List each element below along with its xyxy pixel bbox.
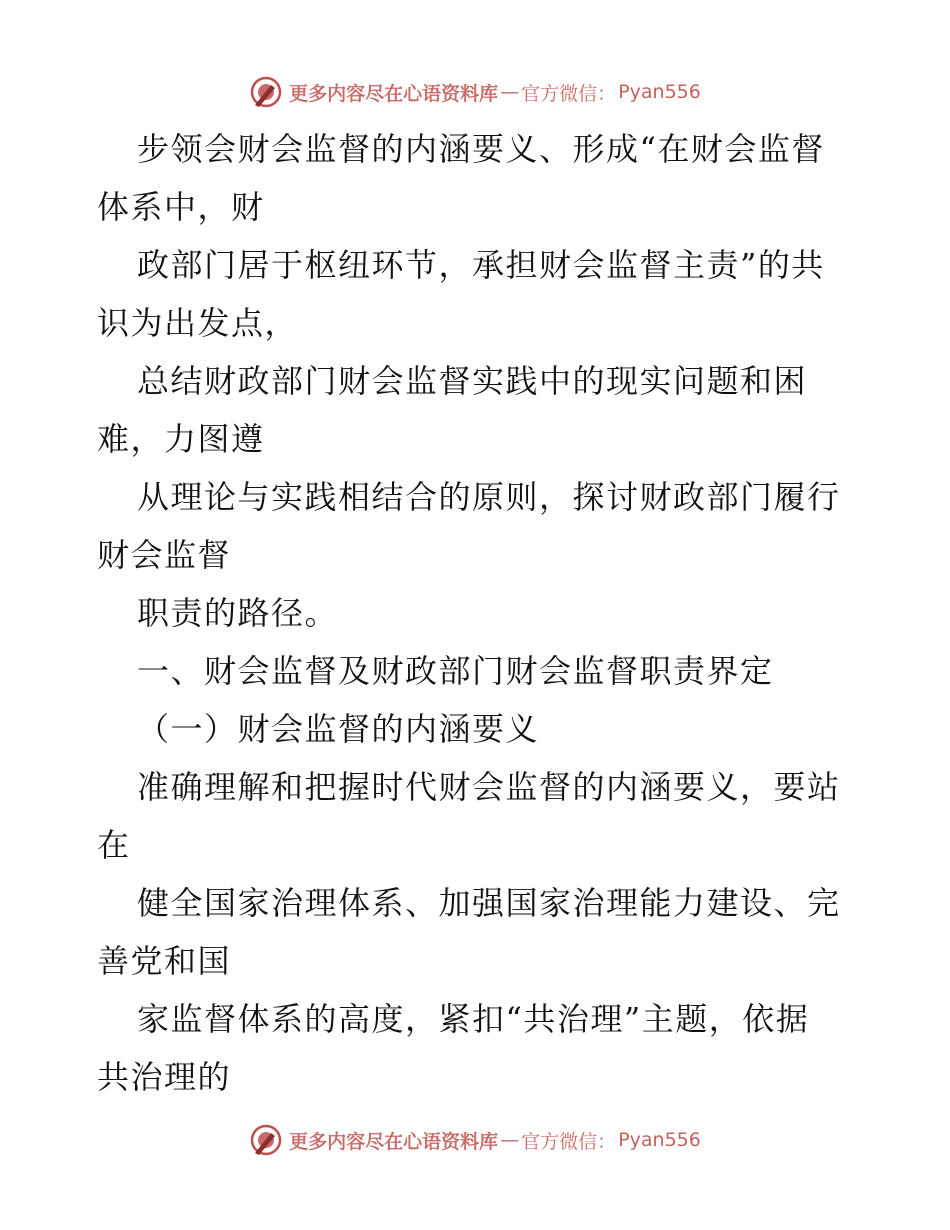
header-separator: —: [500, 81, 520, 103]
footer-separator: —: [500, 1129, 520, 1151]
text-line: 家监督体系的高度，紧扣“共治理”主题，依据: [137, 1000, 810, 1038]
text-line: 步领会财会监督的内涵要义、形成“在财会监督: [137, 130, 825, 168]
footer-wechat-id: Pyan556: [618, 1129, 701, 1151]
text-line: 健全国家治理体系、加强国家治理能力建设、完: [137, 884, 841, 922]
pen-logo-icon: [249, 75, 283, 109]
footer-watermark-banner: [0, 1120, 950, 1160]
text-line: 职责的路径。: [137, 594, 339, 632]
text-line: 财会监督: [97, 536, 232, 574]
text-line: 善党和国: [97, 942, 232, 980]
text-line: 体系中，财: [97, 188, 265, 226]
header-wechat-label: 官方微信：: [521, 82, 617, 105]
header-watermark-banner: [0, 72, 950, 112]
header-wechat-id: Pyan556: [618, 81, 701, 103]
section-heading: 一、财会监督及财政部门财会监督职责界定: [137, 652, 774, 690]
text-line: 政部门居于枢纽环节，承担财会监督主责”的共: [137, 246, 825, 284]
text-line: 总结财政部门财会监督实践中的现实问题和困: [137, 362, 808, 400]
footer-brand-text: 更多内容尽在心语资料库: [289, 1130, 499, 1153]
text-line: 识为出发点，: [97, 304, 299, 342]
body-text: [97, 120, 857, 1106]
text-line: 在: [97, 826, 131, 864]
text-line: 难，力图遵: [97, 420, 265, 458]
text-line: 准确理解和把握时代财会监督的内涵要义，要站: [137, 768, 841, 806]
header-brand-text: 更多内容尽在心语资料库: [289, 82, 499, 105]
pen-logo-icon: [249, 1123, 283, 1157]
text-line: 从理论与实践相结合的原则，探讨财政部门履行: [137, 478, 841, 516]
subsection-heading: （一）财会监督的内涵要义: [137, 710, 540, 748]
footer-wechat-label: 官方微信：: [521, 1130, 617, 1153]
text-line: 共治理的: [97, 1058, 232, 1096]
